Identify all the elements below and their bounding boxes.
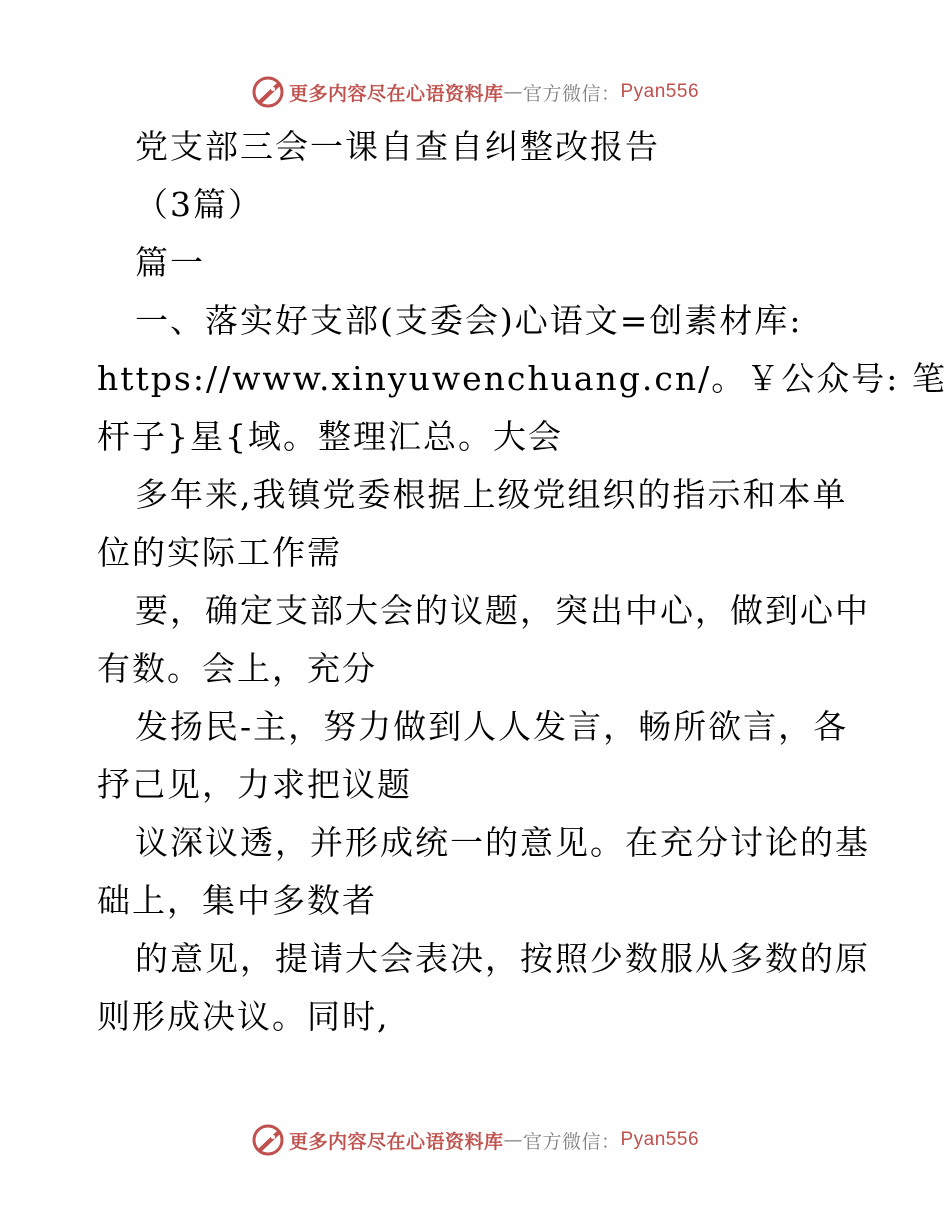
text-line: 党支部三会一课自查自纠整改报告	[135, 127, 660, 166]
banner-wechat-id: Pyan556	[620, 81, 700, 102]
text-line: 位的实际工作需	[97, 533, 342, 572]
text-line: 有数。会上，充分	[97, 649, 377, 688]
banner-wechat-label: 官方微信：	[522, 1130, 621, 1153]
text-line: 议深议透，并形成统一的意见。在充分讨论的基	[135, 823, 870, 862]
text-line: 要，确定支部大会的议题，突出中心，做到心中	[135, 591, 870, 630]
text-line: https://www.xinyuwenchuang.cn/。￥公众号: 笔	[97, 359, 947, 398]
pen-logo-icon	[251, 1123, 285, 1157]
text-line: 则形成决议。同时,	[97, 997, 390, 1036]
text-line: 一、落实好支部(支委会)心语文=创素材库:	[135, 301, 803, 340]
banner-text	[289, 79, 699, 106]
text-line: 杆子}星{域。整理汇总。大会	[97, 417, 563, 456]
banner-brand: 更多内容尽在心语资料库	[288, 82, 504, 105]
banner-wechat-label: 官方微信：	[522, 82, 621, 105]
text-line: 发扬民-主，努力做到人人发言，畅所欲言，各	[135, 707, 849, 746]
banner-separator: —	[503, 1129, 523, 1151]
footer-banner	[0, 1120, 950, 1160]
document-body	[97, 118, 947, 1046]
banner-separator: —	[503, 81, 523, 103]
text-line: 篇一	[135, 243, 205, 282]
banner-brand: 更多内容尽在心语资料库	[288, 1130, 504, 1153]
text-line: 多年来,我镇党委根据上级党组织的指示和本单	[135, 475, 848, 514]
banner-text	[289, 1127, 699, 1154]
text-line: 础上，集中多数者	[97, 881, 377, 920]
banner-wechat-id: Pyan556	[620, 1129, 700, 1150]
header-banner	[0, 72, 950, 112]
text-line: （3篇）	[135, 185, 263, 224]
text-line: 的意见，提请大会表决，按照少数服从多数的原	[135, 939, 870, 978]
text-line: 抒己见，力求把议题	[97, 765, 412, 804]
pen-logo-icon	[251, 75, 285, 109]
